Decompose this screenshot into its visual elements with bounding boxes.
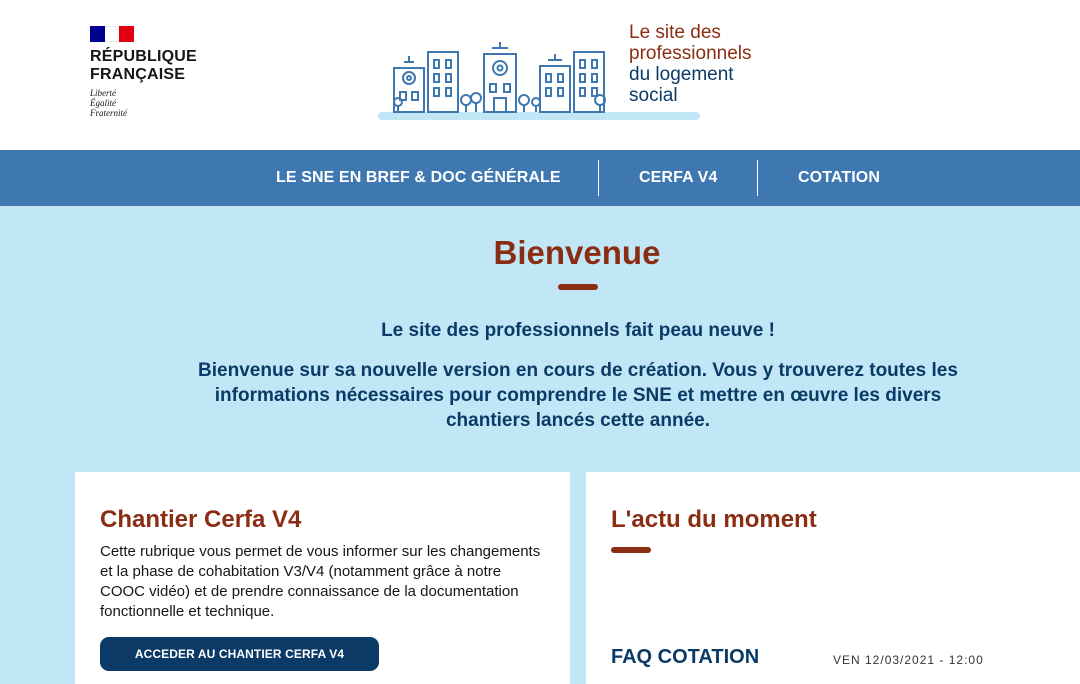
site-tagline: Le site des professionnels du logement social [629, 22, 752, 106]
acceder-cerfa-v4-button[interactable]: ACCEDER AU CHANTIER CERFA V4 [100, 637, 379, 671]
nav-separator [757, 160, 758, 196]
main-nav [0, 150, 1080, 206]
title-underline [611, 547, 651, 553]
card-title: L'actu du moment [611, 506, 817, 533]
nav-item-sne-en-bref[interactable]: LE SNE EN BREF & DOC GÉNÉRALE [276, 169, 561, 186]
card-text: Cette rubrique vous permet de vous informer sur les changements et la phase de cohabitation V3/V4 (notamment grâce à notre COOC vidéo) et de prendre connaissance de la documentation fonctionnelle et technique. [100, 543, 541, 620]
cerfa-card [75, 472, 570, 684]
nav-item-cotation[interactable]: COTATION [798, 169, 880, 186]
card-title: Chantier Cerfa V4 [100, 506, 302, 533]
actu-card [586, 472, 1080, 684]
site-header [0, 0, 1080, 150]
page-title: Bienvenue [493, 234, 661, 271]
welcome-text: Bienvenue sur sa nouvelle version en cours de création. Vous y trouverez toutes les informations nécessaires pour comprendre le SNE et mettre en œuvre les divers chantiers lancés cette année. [198, 360, 958, 431]
rf-name: RÉPUBLIQUE FRANÇAISE [90, 48, 197, 83]
nav-item-cerfa-v4[interactable]: CERFA V4 [639, 169, 718, 186]
welcome-subtitle: Le site des professionnels fait peau neuve ! [381, 320, 775, 341]
rf-motto: Liberté Égalité Fraternité [90, 88, 127, 118]
marianne-flag-icon [90, 26, 134, 42]
welcome-section [0, 206, 1080, 684]
news-item-date: VEN 12/03/2021 - 12:00 [833, 653, 984, 667]
title-underline [558, 284, 598, 290]
nav-separator [598, 160, 599, 196]
news-item-title[interactable]: FAQ COTATION [611, 646, 760, 668]
republique-francaise-logo[interactable] [90, 26, 210, 118]
